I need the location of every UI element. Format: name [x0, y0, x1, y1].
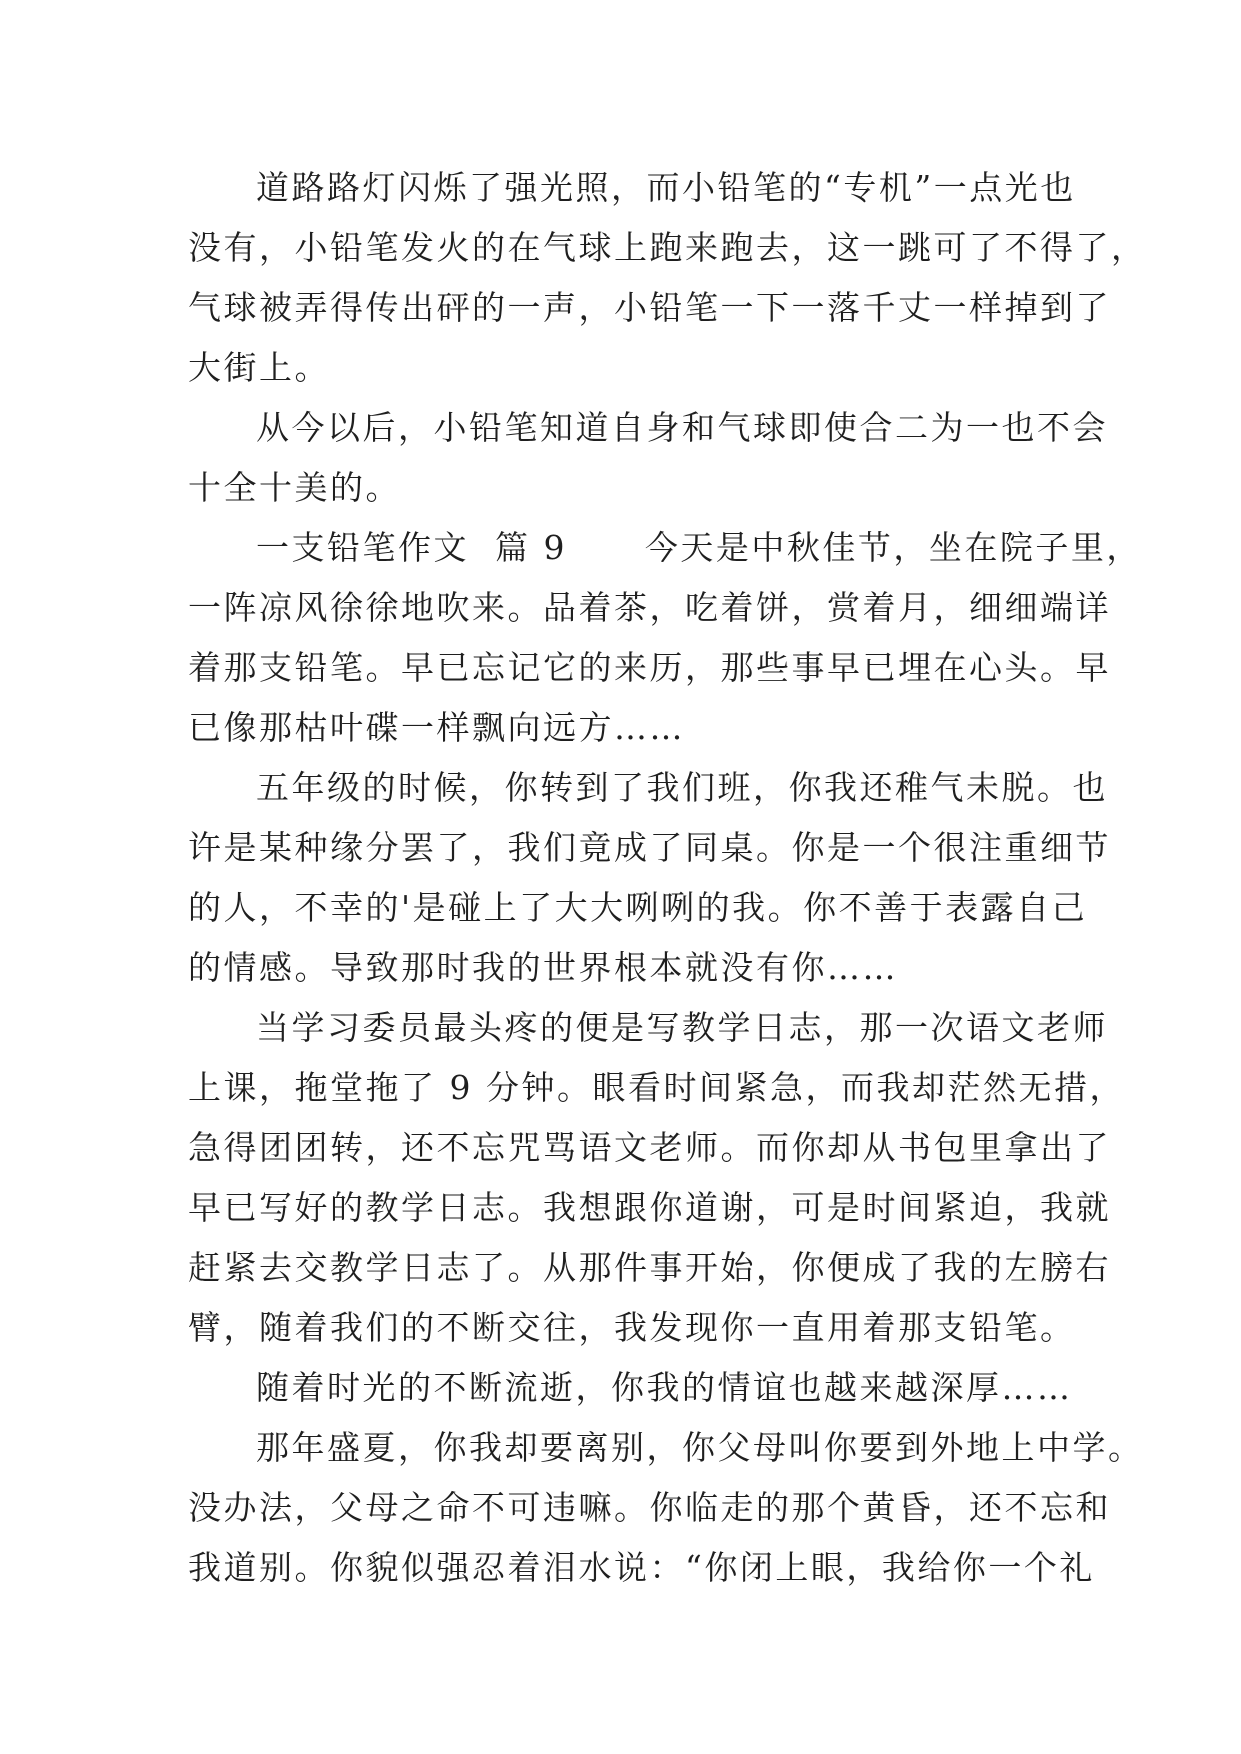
paragraph-line: 道路路灯闪烁了强光照，而小铅笔的“专机”一点光也	[256, 168, 1076, 207]
paragraph-line: 没办法，父母之命不可违嘛。你临走的那个黄昏，还不忘和	[188, 1488, 1111, 1527]
paragraph-line: 当学习委员最头疼的便是写教学日志，那一次语文老师	[256, 1008, 1108, 1047]
paragraph-line: 许是某种缘分罢了，我们竟成了同桌。你是一个很注重细节	[188, 828, 1111, 867]
paragraph-line: 着那支铅笔。早已忘记它的来历，那些事早已埋在心头。早	[188, 648, 1111, 687]
paragraph-line: 臂，随着我们的不断交往，我发现你一直用着那支铅笔。	[188, 1308, 1076, 1347]
paragraph-line: 一阵凉风徐徐地吹来。品着茶，吃着饼，赏着月，细细端详	[188, 588, 1111, 627]
section-heading-line: 一支铅笔作文 篇 9 今天是中秋佳节，坐在院子里，	[256, 528, 1142, 567]
paragraph-line: 从今以后，小铅笔知道自身和气球即使合二为一也不会	[256, 408, 1108, 447]
paragraph-line: 我道别。你貌似强忍着泪水说：“你闭上眼，我给你一个礼	[188, 1548, 1095, 1587]
paragraph-line: 已像那枯叶碟一样飘向远方……	[188, 708, 685, 747]
paragraph-line: 气球被弄得传出砰的一声，小铅笔一下一落千丈一样掉到了	[188, 288, 1111, 327]
paragraph-line: 的人，不幸的'是碰上了大大咧咧的我。你不善于表露自己	[188, 888, 1088, 927]
paragraph-line: 随着时光的不断流逝，你我的情谊也越来越深厚……	[256, 1368, 1073, 1407]
paragraph-line: 十全十美的。	[188, 468, 401, 507]
paragraph-line: 没有，小铅笔发火的在气球上跑来跑去，这一跳可了不得了，	[188, 228, 1147, 267]
paragraph-line: 上课，拖堂拖了 9 分钟。眼看时间紧急，而我却茫然无措，	[188, 1068, 1125, 1107]
paragraph-line: 五年级的时候，你转到了我们班，你我还稚气未脱。也	[256, 768, 1108, 807]
paragraph-line: 大街上。	[188, 348, 330, 387]
paragraph-line: 急得团团转，还不忘咒骂语文老师。而你却从书包里拿出了	[188, 1128, 1111, 1167]
paragraph-line: 早已写好的教学日志。我想跟你道谢，可是时间紧迫，我就	[188, 1188, 1111, 1227]
paragraph-line: 那年盛夏，你我却要离别，你父母叫你要到外地上中学。	[256, 1428, 1144, 1467]
paragraph-line: 的情感。导致那时我的世界根本就没有你……	[188, 948, 898, 987]
paragraph-line: 赶紧去交教学日志了。从那件事开始，你便成了我的左膀右	[188, 1248, 1111, 1287]
